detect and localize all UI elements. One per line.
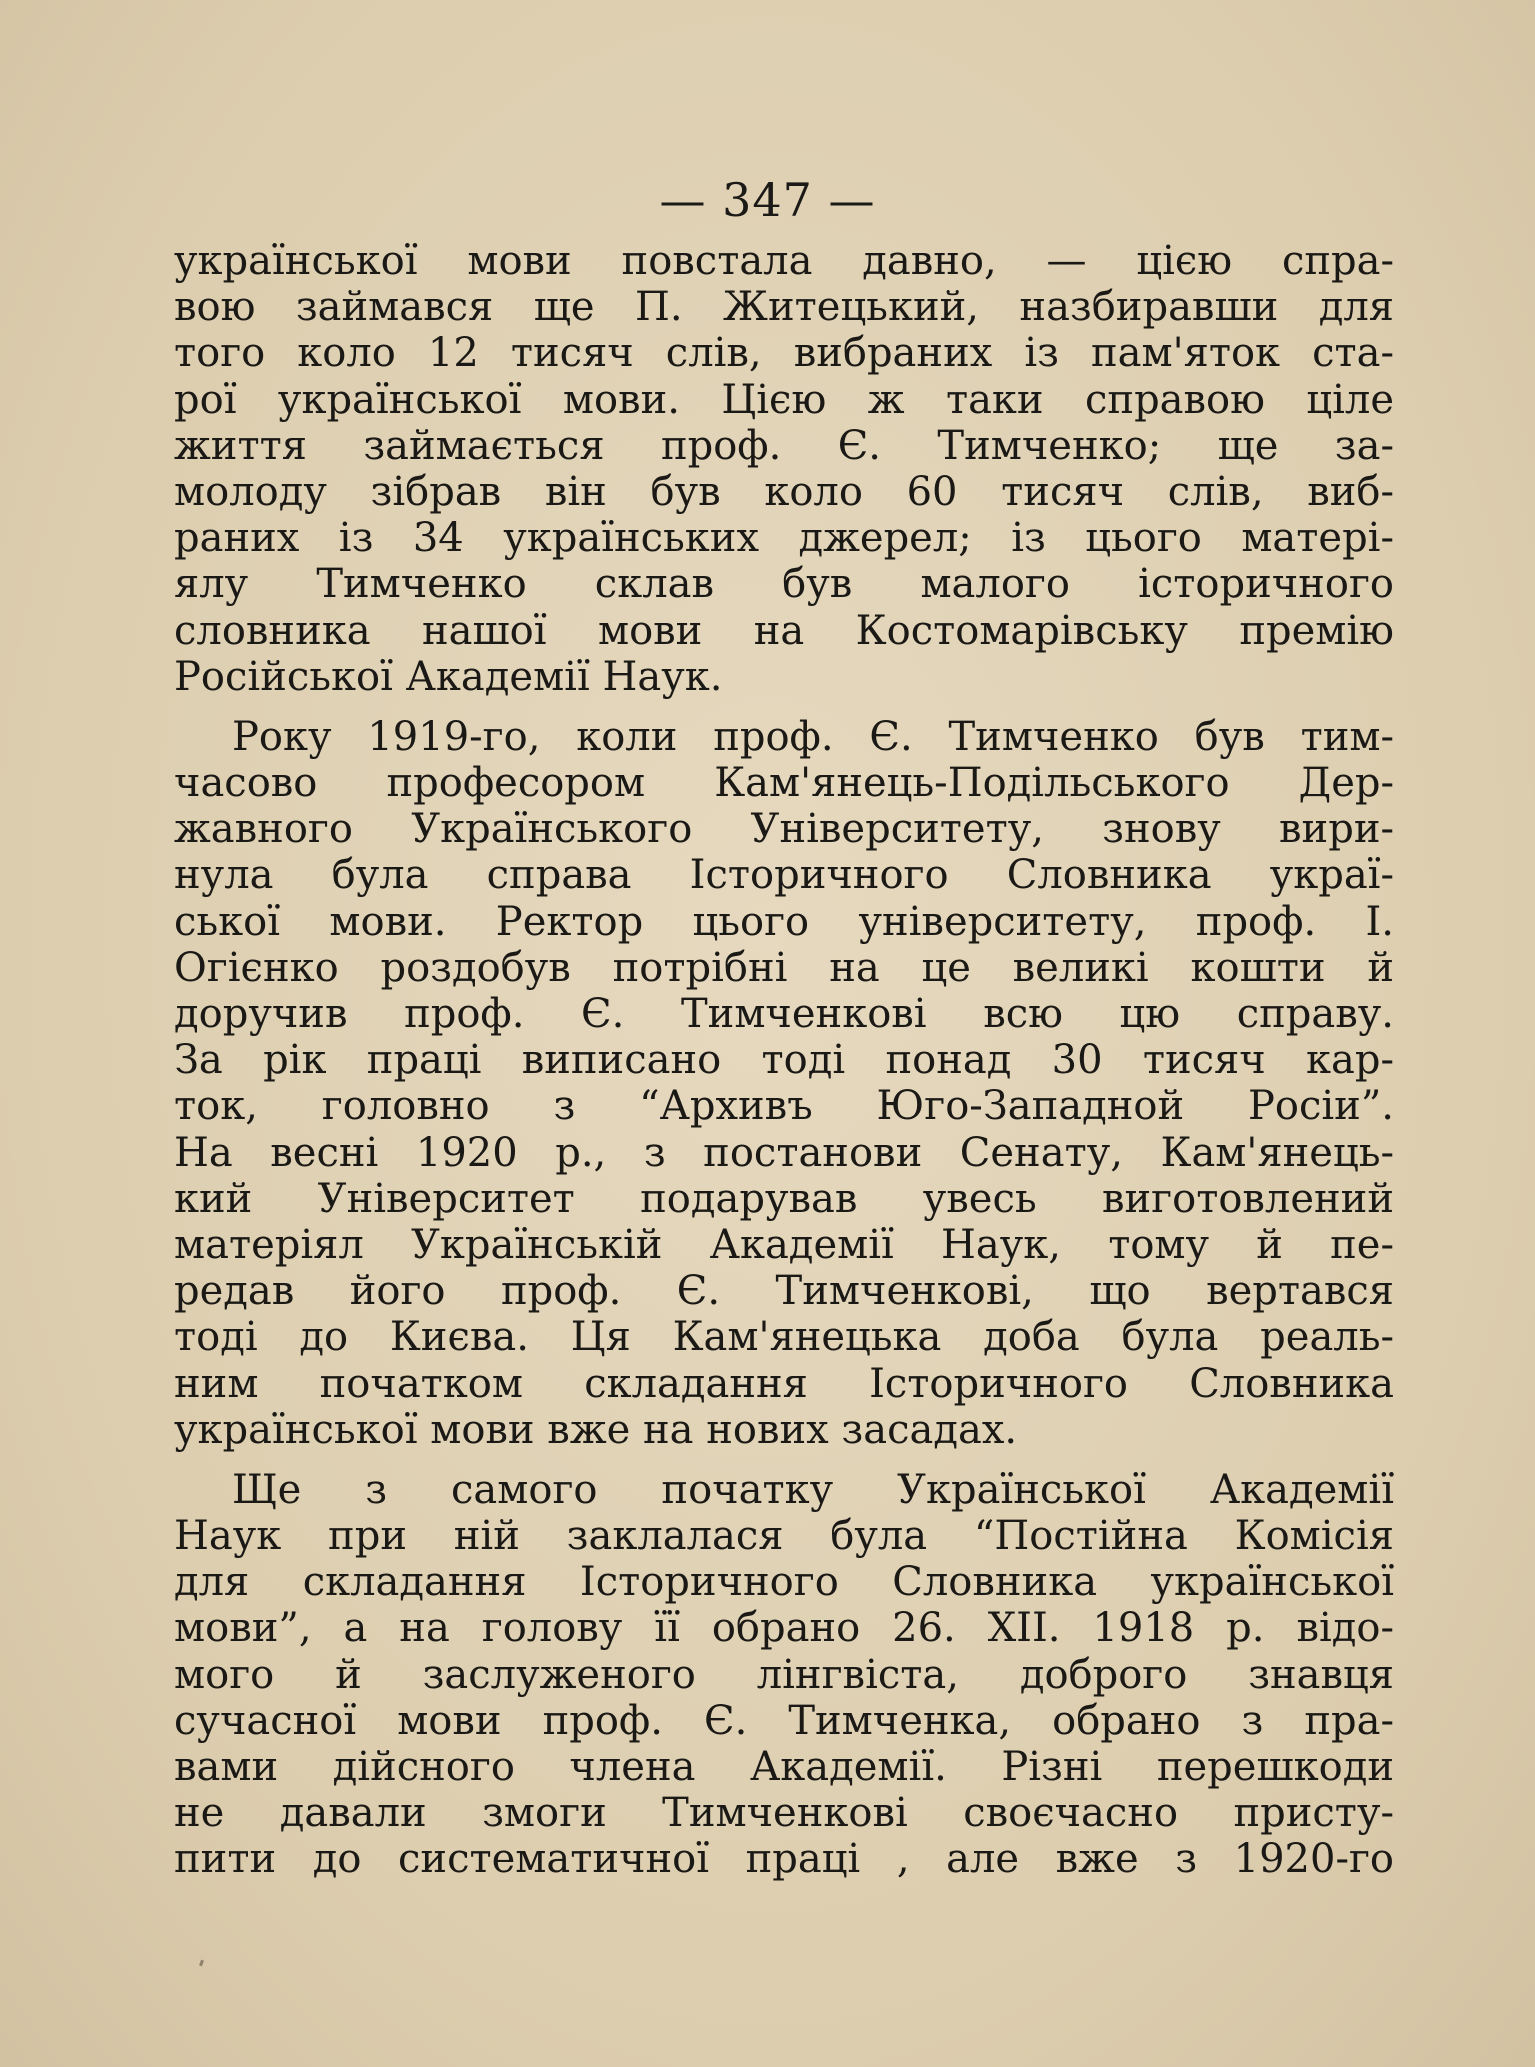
paragraph bbox=[174, 714, 1394, 1453]
text-line: Огієнко роздобув потрібні на це великі кошти й bbox=[174, 944, 1394, 991]
text-line: мови”, а на голову її обрано 26. XII. 1918 р. відо- bbox=[174, 1605, 1394, 1652]
text-line: пити до систематичної праці , але вже з 1920-го bbox=[174, 1836, 1394, 1883]
text-line: часово професором Кам'янець-Подільського Дер- bbox=[174, 760, 1394, 807]
text-line: ської мови. Ректор цього університету, проф. І. bbox=[174, 898, 1394, 945]
text-line: За рік праці виписано тоді понад 30 тисяч кар- bbox=[174, 1037, 1394, 1084]
paper-speck bbox=[199, 1960, 204, 1967]
text-line: сучасної мови проф. Є. Тимченка, обрано з пра- bbox=[174, 1697, 1394, 1744]
text-line: Російської Академії Наук. bbox=[174, 653, 723, 700]
text-line: для складання Історичного Словника української bbox=[174, 1559, 1394, 1606]
text-line: тоді до Києва. Ця Кам'янецька доба була реаль- bbox=[174, 1314, 1394, 1361]
paragraph bbox=[174, 238, 1394, 700]
body-text bbox=[174, 238, 1394, 1883]
text-line: української мови вже на нових засадах. bbox=[174, 1406, 1018, 1453]
text-line: вою займався ще П. Житецький, назбиравши для bbox=[174, 284, 1394, 331]
text-line: доручив проф. Є. Тимченкові всю цю справу. bbox=[174, 991, 1394, 1037]
text-line: Року 1919-го, коли проф. Є. Тимченко був тим- bbox=[232, 713, 1394, 760]
text-line: мого й заслуженого лінгвіста, доброго знавця bbox=[174, 1651, 1394, 1698]
text-line: не давали змоги Тимченкові своєчасно присту- bbox=[174, 1790, 1394, 1837]
text-line: кий Університет подарував увесь виготовлений bbox=[174, 1175, 1394, 1222]
text-line: життя займається проф. Є. Тимченко; ще за- bbox=[174, 422, 1394, 469]
text-line: На весні 1920 р., з постанови Сенату, Кам'янець- bbox=[174, 1129, 1394, 1176]
text-line: української мови повстала давно, — цією спра- bbox=[174, 238, 1394, 284]
text-line: молоду зібрав він був коло 60 тисяч слів, виб- bbox=[174, 468, 1394, 515]
text-line: Наук при ній заклалася була “Постійна Комісія bbox=[174, 1513, 1394, 1560]
page-number: — 347 — bbox=[659, 173, 876, 227]
text-line: ток, головно з “Архивъ Юго-Западной Росіи”. bbox=[174, 1083, 1394, 1130]
text-line: ялу Тимченко склав був малого історичного bbox=[174, 561, 1394, 608]
text-line: редав його проф. Є. Тимченкові, що вертався bbox=[174, 1268, 1394, 1315]
text-line: Ще з самого початку Української Академії bbox=[232, 1466, 1394, 1513]
text-line: того коло 12 тисяч слів, вибраних із пам'яток ста- bbox=[174, 330, 1394, 377]
text-line: раних із 34 українських джерел; із цього матері- bbox=[174, 515, 1394, 562]
text-line: матеріял Українській Академії Наук, тому й пе- bbox=[174, 1221, 1394, 1268]
text-line: нула була справа Історичного Словника украї- bbox=[174, 852, 1394, 899]
paragraph bbox=[174, 1467, 1394, 1883]
text-line: ним початком складання Історичного Словника bbox=[174, 1360, 1394, 1407]
text-line: вами дійсного члена Академії. Різні перешкоди bbox=[174, 1744, 1394, 1790]
text-line: словника нашої мови на Костомарівську премію bbox=[174, 607, 1394, 654]
text-line: жавного Українського Університету, знову вири- bbox=[174, 806, 1394, 853]
text-line: рої української мови. Цією ж таки справою ціле bbox=[174, 376, 1394, 423]
